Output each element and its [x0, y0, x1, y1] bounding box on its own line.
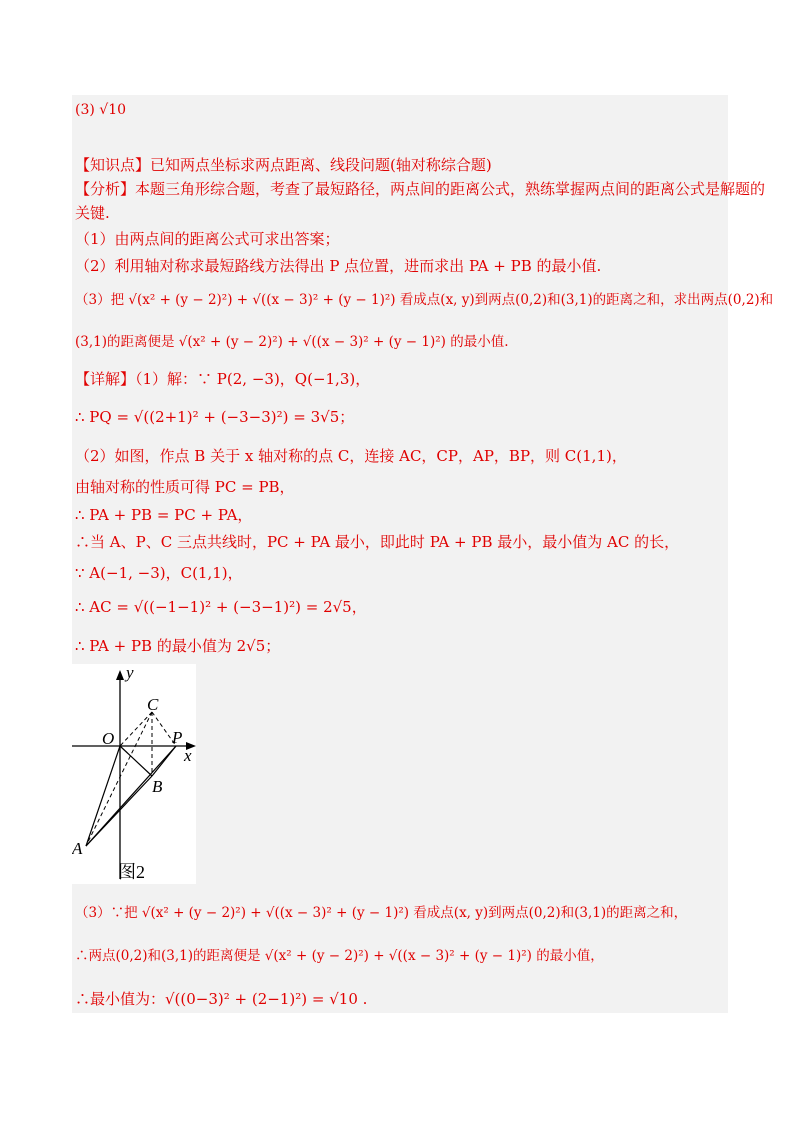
detail-line-12: ∴最小值为：√((0−3)² + (2−1)²) = √10 .	[75, 990, 368, 1008]
analysis-line-4: （2）利用轴对称求最短路线方法得出 P 点位置，进而求出 PA + PB 的最小值.	[75, 257, 602, 275]
detail-line-5: ∴ PA + PB = PC + PA，	[75, 506, 253, 524]
detail-line-2: ∴ PQ = √((2+1)² + (−3−3)²) = 3√5；	[75, 408, 355, 426]
detail-line-4: 由轴对称的性质可得 PC = PB，	[75, 478, 295, 496]
figure-2	[72, 664, 196, 884]
detail-line-3: （2）如图，作点 B 关于 x 轴对称的点 C，连接 AC，CP，AP，BP，则 C(1,1)，	[75, 447, 627, 465]
label-b: B	[152, 777, 163, 796]
segment-pb	[152, 746, 176, 776]
analysis-line-6: (3,1)的距离便是 √(x² + (y − 2)²) + √((x − 3)² + (y − 1)²) 的最小值.	[75, 334, 509, 350]
detail-line-7: ∵ A(−1, −3)，C(1,1)，	[75, 564, 243, 582]
detail-line-6: ∴当 A、P、C 三点共线时，PC + PA 最小，即此时 PA + PB 最小，最小值为 AC 的长，	[75, 533, 680, 551]
detail-line-1: 【详解】（1）解：∵ P(2, −3)，Q(−1,3)，	[75, 370, 371, 388]
segment-ap	[86, 746, 176, 846]
figure-caption: 图2	[118, 862, 145, 882]
label-y: y	[126, 664, 134, 682]
y-axis-arrow	[116, 670, 124, 680]
label-a: A	[72, 839, 83, 858]
segment-ob	[120, 746, 152, 776]
segment-oc-dashed	[120, 712, 152, 746]
analysis-line-3: （1）由两点间的距离公式可求出答案；	[75, 230, 340, 248]
segment-ao	[86, 746, 120, 846]
top-answer: (3) √10	[75, 102, 127, 118]
label-c: C	[147, 695, 159, 714]
analysis-line-2: 关键.	[75, 204, 110, 222]
coordinate-diagram	[72, 664, 196, 884]
detail-line-9: ∴ PA + PB 的最小值为 2√5；	[75, 637, 281, 655]
detail-line-11: ∴两点(0,2)和(3,1)的距离便是 √(x² + (y − 2)²) + √((x − 3)² + (y − 1)²) 的最小值，	[75, 948, 604, 964]
label-p: P	[172, 728, 183, 747]
label-o: O	[102, 729, 115, 748]
analysis-line-1: 【分析】本题三角形综合题，考查了最短路径，两点间的距离公式，熟练掌握两点间的距离公式是解题的	[75, 180, 766, 198]
analysis-line-5: （3）把 √(x² + (y − 2)²) + √((x − 3)² + (y − 1)²) 看成点(x, y)到两点(0,2)和(3,1)的距离之和，求出两点(0,2)和	[75, 292, 774, 308]
segment-ac-dashed	[86, 712, 152, 846]
detail-line-10: （3）∵把 √(x² + (y − 2)²) + √((x − 3)² + (y − 1)²) 看成点(x, y)到两点(0,2)和(3,1)的距离之和，	[75, 905, 688, 921]
detail-line-8: ∴ AC = √((−1−1)² + (−3−1)²) = 2√5，	[75, 598, 367, 616]
knowledge-point: 【知识点】已知两点坐标求两点距离、线段问题(轴对称综合题)	[75, 156, 492, 174]
label-x: x	[184, 746, 192, 765]
